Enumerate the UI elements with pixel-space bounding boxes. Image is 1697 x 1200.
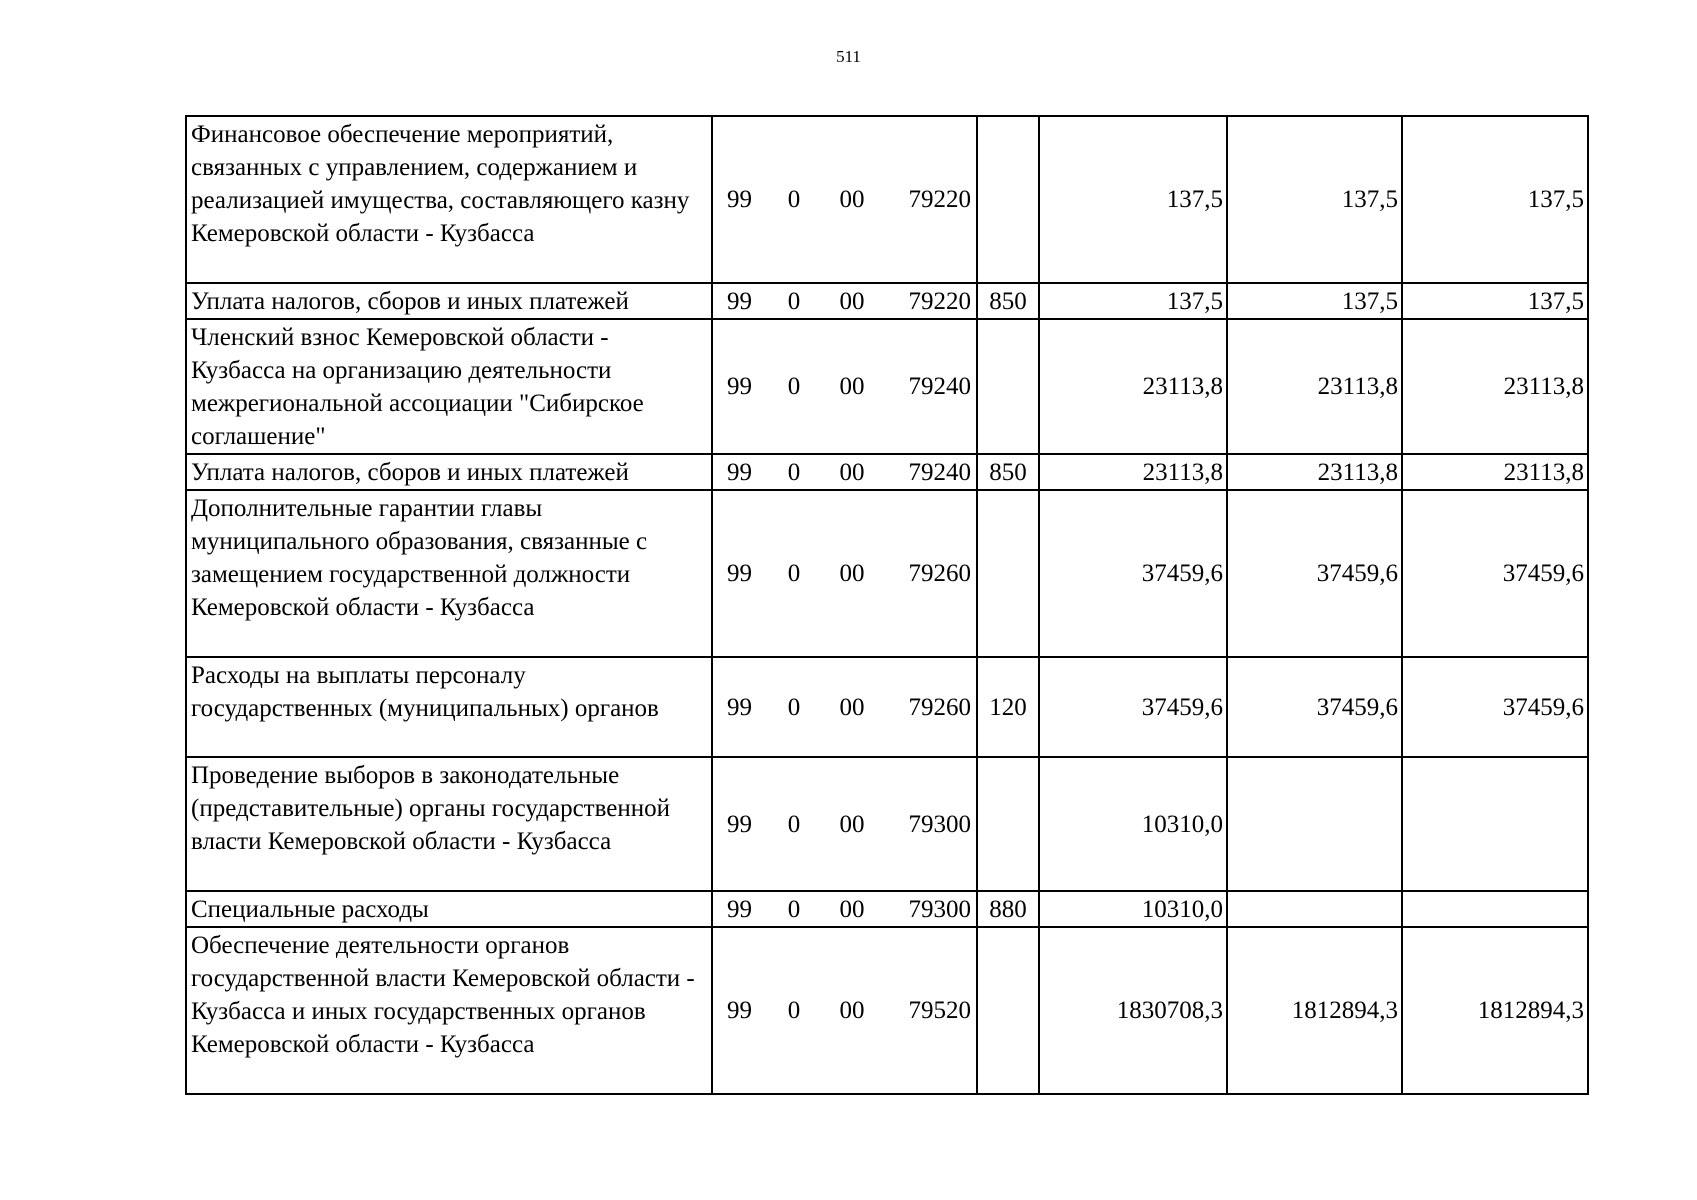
row-name: Финансовое обеспечение мероприятий, связанных с управлением, содержанием и реализацией имущества, составляющего казну Кемеровской области - Кузбасса (186, 116, 712, 283)
row-value-1: 1830708,3 (1039, 927, 1227, 1094)
row-value-3: 1812894,3 (1402, 927, 1588, 1094)
row-value-2: 137,5 (1227, 283, 1402, 319)
table-row (186, 657, 1588, 757)
row-name: Расходы на выплаты персоналу государственных (муниципальных) органов (186, 657, 712, 757)
row-value-2: 137,5 (1227, 116, 1402, 283)
row-name: Проведение выборов в законодательные (представительные) органы государственной власти Кемеровской области - Кузбасса (186, 757, 712, 891)
row-code (712, 116, 977, 283)
table-row (186, 116, 1588, 283)
row-expense-type: 850 (977, 454, 1039, 490)
code-program: 99 (727, 458, 752, 486)
row-value-1: 37459,6 (1039, 657, 1227, 757)
row-code (712, 490, 977, 657)
row-value-3: 37459,6 (1402, 657, 1588, 757)
row-value-2: 1812894,3 (1227, 927, 1402, 1094)
row-value-3: 23113,8 (1402, 319, 1588, 454)
row-code (712, 891, 977, 927)
code-subprogram: 0 (787, 693, 801, 721)
code-direction: 79260 (908, 560, 971, 587)
code-program: 99 (727, 186, 752, 213)
code-subprogram: 0 (787, 560, 801, 587)
code-subprogram: 0 (787, 810, 801, 838)
row-name: Уплата налогов, сборов и иных платежей (186, 283, 712, 319)
row-code (712, 757, 977, 891)
row-code (712, 283, 977, 319)
row-value-3 (1402, 757, 1588, 891)
code-main-event: 00 (839, 560, 865, 587)
row-value-2: 37459,6 (1227, 490, 1402, 657)
page-number: 511 (836, 47, 861, 66)
code-main-event: 00 (839, 186, 865, 213)
row-name: Уплата налогов, сборов и иных платежей (186, 454, 712, 490)
row-expense-type (977, 116, 1039, 283)
code-subprogram: 0 (787, 287, 801, 315)
row-value-2: 37459,6 (1227, 657, 1402, 757)
row-expense-type (977, 757, 1039, 891)
code-direction: 79300 (908, 895, 971, 923)
table-row (186, 283, 1588, 319)
row-value-3: 37459,6 (1402, 490, 1588, 657)
code-program: 99 (727, 810, 752, 838)
row-expense-type (977, 319, 1039, 454)
code-direction: 79300 (908, 810, 971, 838)
row-value-2 (1227, 891, 1402, 927)
row-value-1: 10310,0 (1039, 757, 1227, 891)
code-subprogram: 0 (787, 373, 801, 400)
row-value-3 (1402, 891, 1588, 927)
code-direction: 79520 (908, 997, 971, 1024)
code-subprogram: 0 (787, 186, 801, 213)
row-value-1: 23113,8 (1039, 319, 1227, 454)
row-code (712, 319, 977, 454)
row-value-1: 23113,8 (1039, 454, 1227, 490)
code-subprogram: 0 (787, 997, 801, 1024)
row-value-2: 23113,8 (1227, 319, 1402, 454)
code-main-event: 00 (839, 895, 865, 923)
row-value-1: 10310,0 (1039, 891, 1227, 927)
code-program: 99 (727, 560, 752, 587)
row-name: Специальные расходы (186, 891, 712, 927)
code-main-event: 00 (839, 693, 865, 721)
row-expense-type (977, 490, 1039, 657)
code-subprogram: 0 (787, 458, 801, 486)
table-row (186, 319, 1588, 454)
code-main-event: 00 (839, 810, 865, 838)
row-expense-type: 120 (977, 657, 1039, 757)
code-program: 99 (727, 373, 752, 400)
row-value-2 (1227, 757, 1402, 891)
code-main-event: 00 (839, 997, 865, 1024)
code-program: 99 (727, 895, 752, 923)
row-value-3: 137,5 (1402, 116, 1588, 283)
row-value-1: 37459,6 (1039, 490, 1227, 657)
row-value-1: 137,5 (1039, 116, 1227, 283)
row-name: Дополнительные гарантии главы муниципального образования, связанные с замещением государственной должности Кемеровской области - Кузбасса (186, 490, 712, 657)
code-main-event: 00 (839, 373, 865, 400)
row-name: Членский взнос Кемеровской области - Кузбасса на организацию деятельности межрегиональной ассоциации "Сибирское соглашение" (186, 319, 712, 454)
table-row (186, 891, 1588, 927)
table-row (186, 757, 1588, 891)
row-name: Обеспечение деятельности органов государственной власти Кемеровской области - Кузбасса и иных государственных органов Кемеровской области - Кузбасса (186, 927, 712, 1094)
table-row (186, 927, 1588, 1094)
row-expense-type (977, 927, 1039, 1094)
row-value-1: 137,5 (1039, 283, 1227, 319)
row-value-3: 23113,8 (1402, 454, 1588, 490)
code-direction: 79240 (908, 373, 971, 400)
budget-table (185, 115, 1589, 1095)
code-main-event: 00 (839, 287, 865, 315)
table-row (186, 490, 1588, 657)
row-value-3: 137,5 (1402, 283, 1588, 319)
code-subprogram: 0 (787, 895, 801, 923)
row-value-2: 23113,8 (1227, 454, 1402, 490)
row-code (712, 927, 977, 1094)
code-program: 99 (727, 997, 752, 1024)
row-code (712, 657, 977, 757)
row-expense-type: 880 (977, 891, 1039, 927)
code-direction: 79220 (908, 186, 971, 213)
code-direction: 79240 (908, 458, 971, 486)
code-direction: 79220 (908, 287, 971, 315)
code-program: 99 (727, 287, 752, 315)
code-program: 99 (727, 693, 752, 721)
table-row (186, 454, 1588, 490)
row-code (712, 454, 977, 490)
code-direction: 79260 (908, 693, 971, 721)
code-main-event: 00 (839, 458, 865, 486)
row-expense-type: 850 (977, 283, 1039, 319)
